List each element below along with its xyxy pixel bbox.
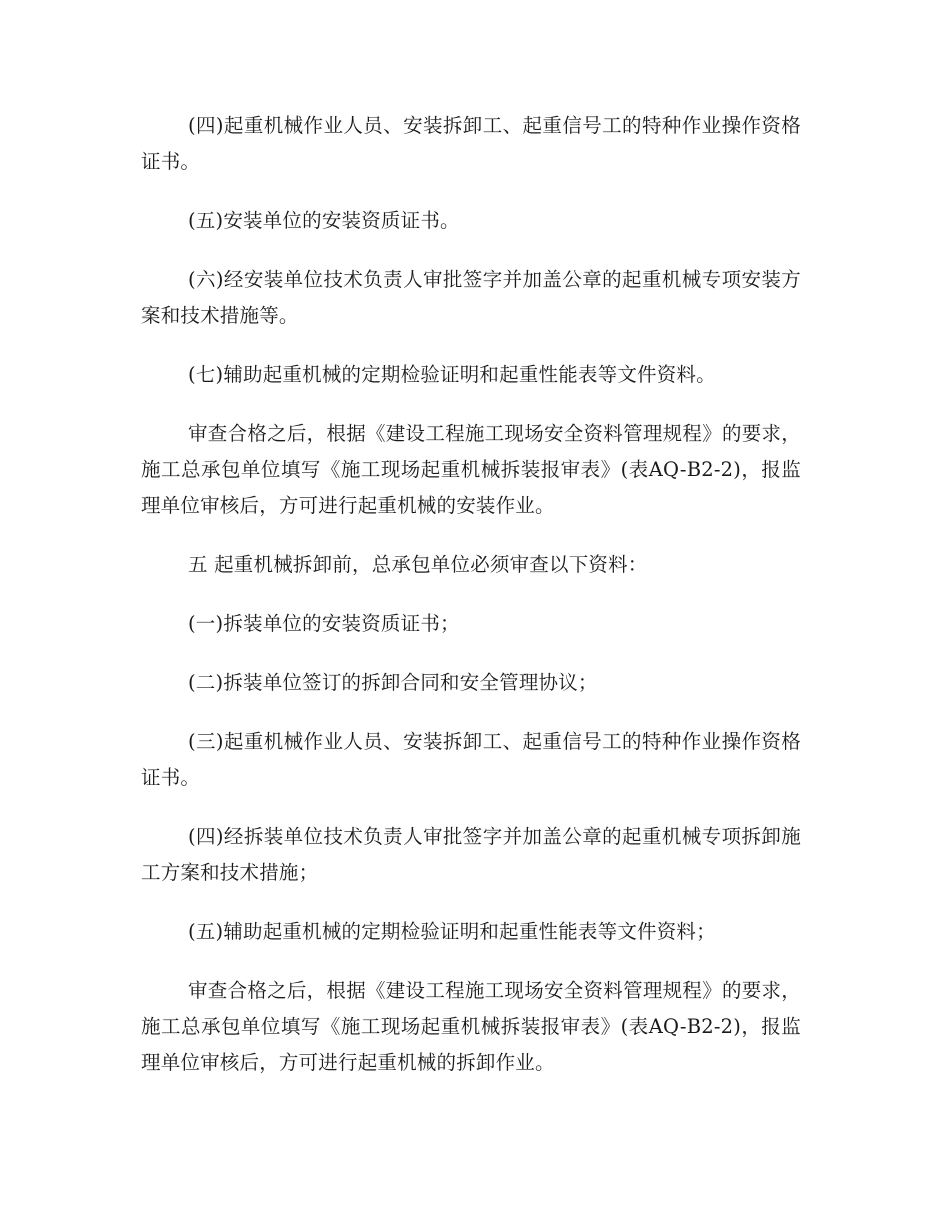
paragraph-dismantle-item-2: (二)拆装单位签订的拆卸合同和安全管理协议； (188, 671, 598, 694)
section-heading-dismantle: 五 起重机械拆卸前，总承包单位必须审查以下资料： (188, 553, 648, 576)
paragraph-item-6-install-plan: (六)经安装单位技术负责人审批签字并加盖公章的起重机械专项安装方案和技术措施等。 (141, 268, 801, 327)
paragraph-item-5-qualification: (五)安装单位的安装资质证书。 (188, 209, 460, 232)
paragraph-dismantle-item-1: (一)拆装单位的安装资质证书； (188, 612, 460, 635)
paragraph-dismantle-item-5: (五)辅助起重机械的定期检验证明和起重性能表等文件资料； (188, 920, 716, 943)
paragraph-dismantle-item-3: (三)起重机械作业人员、安装拆卸工、起重信号工的特种作业操作资格证书。 (141, 730, 801, 789)
document-page (141, 108, 801, 1104)
paragraph-item-7-inspection: (七)辅助起重机械的定期检验证明和起重性能表等文件资料。 (188, 363, 716, 386)
paragraph-item-4-cert: (四)起重机械作业人员、安装拆卸工、起重信号工的特种作业操作资格证书。 (141, 114, 801, 173)
paragraph-install-approval: 审查合格之后，根据《建设工程施工现场安全资料管理规程》的要求，施工总承包单位填写《施工现场起重机械拆装报审表》(表AQ-B2-2)，报监理单位审核后，方可进行起重机械的安装作业。 (141, 422, 801, 517)
paragraph-dismantle-item-4: (四)经拆装单位技术负责人审批签字并加盖公章的起重机械专项拆卸施工方案和技术措施； (141, 825, 801, 884)
paragraph-dismantle-approval: 审查合格之后，根据《建设工程施工现场安全资料管理规程》的要求，施工总承包单位填写《施工现场起重机械拆装报审表》(表AQ-B2-2)，报监理单位审核后，方可进行起重机械的拆卸作业。 (141, 979, 801, 1074)
